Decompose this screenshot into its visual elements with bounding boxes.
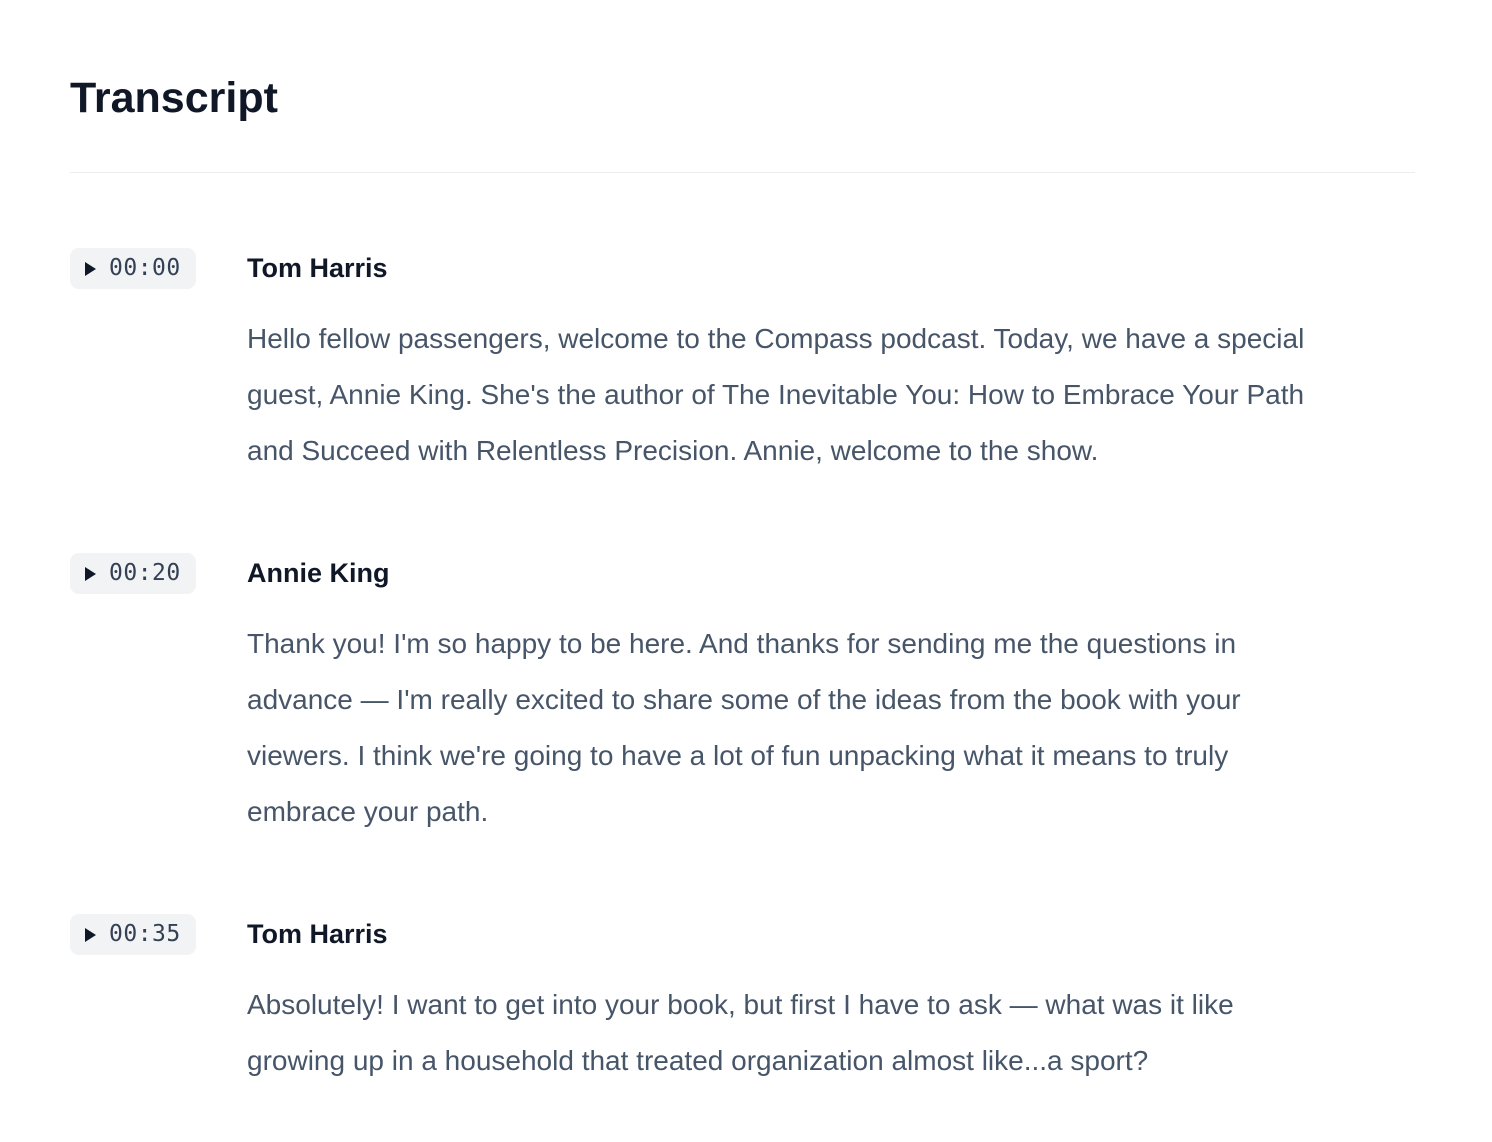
play-timestamp-button[interactable] [70,248,196,289]
timestamp-label: 00:35 [109,921,181,947]
transcript-entry [70,553,1415,840]
speaker-name: Tom Harris [247,253,388,283]
utterance-text: Absolutely! I want to get into your book, but first I have to ask — what was it like growing up in a household that treated organization almost like...a sport? [247,989,1234,1076]
play-icon [85,928,96,942]
timestamp-label: 00:00 [109,255,181,281]
entry-content-cell [247,248,1415,479]
speaker-name: Tom Harris [247,919,388,949]
play-timestamp-button[interactable] [70,914,196,955]
play-timestamp-button[interactable] [70,553,196,594]
utterance-text: Thank you! I'm so happy to be here. And thanks for sending me the questions in advance — I'm really excited to share some of the ideas from the book with your viewers. I think we're going to have a lot of fun unpacking what it means to truly embrace your path. [247,628,1241,827]
transcript-entry [70,914,1415,1089]
play-icon [85,262,96,276]
entry-timestamp-cell [70,914,247,955]
entry-content-cell [247,914,1415,1089]
timestamp-label: 00:20 [109,560,181,586]
entry-timestamp-cell [70,248,247,289]
entry-timestamp-cell [70,553,247,594]
transcript-list [70,173,1415,1089]
entry-content-cell [247,553,1415,840]
transcript-entry [70,248,1415,479]
utterance-text: Hello fellow passengers, welcome to the Compass podcast. Today, we have a special guest, Annie King. She's the author of The Inevitable You: How to Embrace Your Path and Succeed with Relentless Precision. Annie, welcome to the show. [247,323,1305,466]
speaker-name: Annie King [247,558,390,588]
play-icon [85,567,96,581]
page-title: Transcript [70,74,278,122]
